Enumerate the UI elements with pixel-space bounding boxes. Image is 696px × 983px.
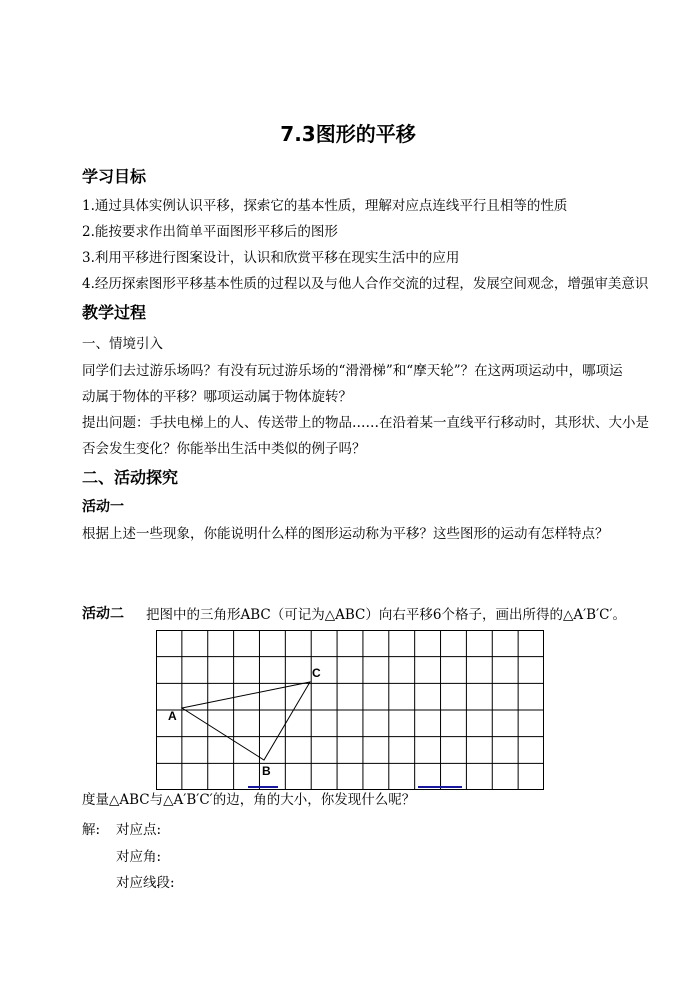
point-c-label: C <box>312 666 321 680</box>
goals-heading: 学习目标 <box>82 167 147 186</box>
point-a-label: A <box>168 709 177 723</box>
activity1-label: 活动一 <box>82 499 124 515</box>
goal-item: 3.利用平移进行图案设计，认识和欣赏平移在现实生活中的应用 <box>82 250 460 266</box>
goal-item: 1.通过具体实例认识平移，探索它的基本性质，理解对应点连线平行且相等的性质 <box>82 198 568 214</box>
activity2-label: 活动二 <box>82 606 124 622</box>
measure-question: 度量△ABC与△A′B′C′的边，角的大小，你发现什么呢？ <box>82 792 416 808</box>
paragraph-line: 提出问题：手扶电梯上的人、传送带上的物品……在沿着某一直线平行移动时，其形状、大小是 <box>82 415 649 431</box>
paragraph-line: 动属于物体的平移？哪项运动属于物体旋转？ <box>82 389 352 405</box>
triangle-grid-figure <box>156 630 544 790</box>
activity1-text: 根据上述一些现象，你能说明什么样的图形运动称为平移？这些图形的运动有怎样特点？ <box>82 526 609 542</box>
page-title: 7.3图形的平移 <box>280 122 416 146</box>
answer-points: 对应点: <box>116 822 162 838</box>
point-b-label: B <box>262 764 271 778</box>
answer-label: 解: <box>82 822 101 838</box>
paragraph-line: 同学们去过游乐场吗？有没有玩过游乐场的“滑滑梯”和“摩天轮”？在这两项运动中，哪项运 <box>82 363 623 379</box>
goal-item: 2.能按要求作出简单平面图形平移后的图形 <box>82 224 338 240</box>
answer-segments: 对应线段: <box>116 875 175 891</box>
goal-item: 4.经历探索图形平移基本性质的过程以及与他人合作交流的过程，发展空间观念，增强审美意识 <box>82 276 649 292</box>
answer-angles: 对应角: <box>116 849 162 865</box>
section-intro: 一、情境引入 <box>82 336 163 352</box>
activity2-text: 把图中的三角形ABC（可记为△ABC）向右平移6个格子，画出所得的△A′B′C′。 <box>146 607 627 623</box>
activities-heading: 二、活动探究 <box>82 468 179 487</box>
triangle-abc <box>182 682 310 760</box>
paragraph-line: 否会发生变化？你能举出生活中类似的例子吗？ <box>82 441 366 457</box>
process-heading: 教学过程 <box>82 303 147 322</box>
